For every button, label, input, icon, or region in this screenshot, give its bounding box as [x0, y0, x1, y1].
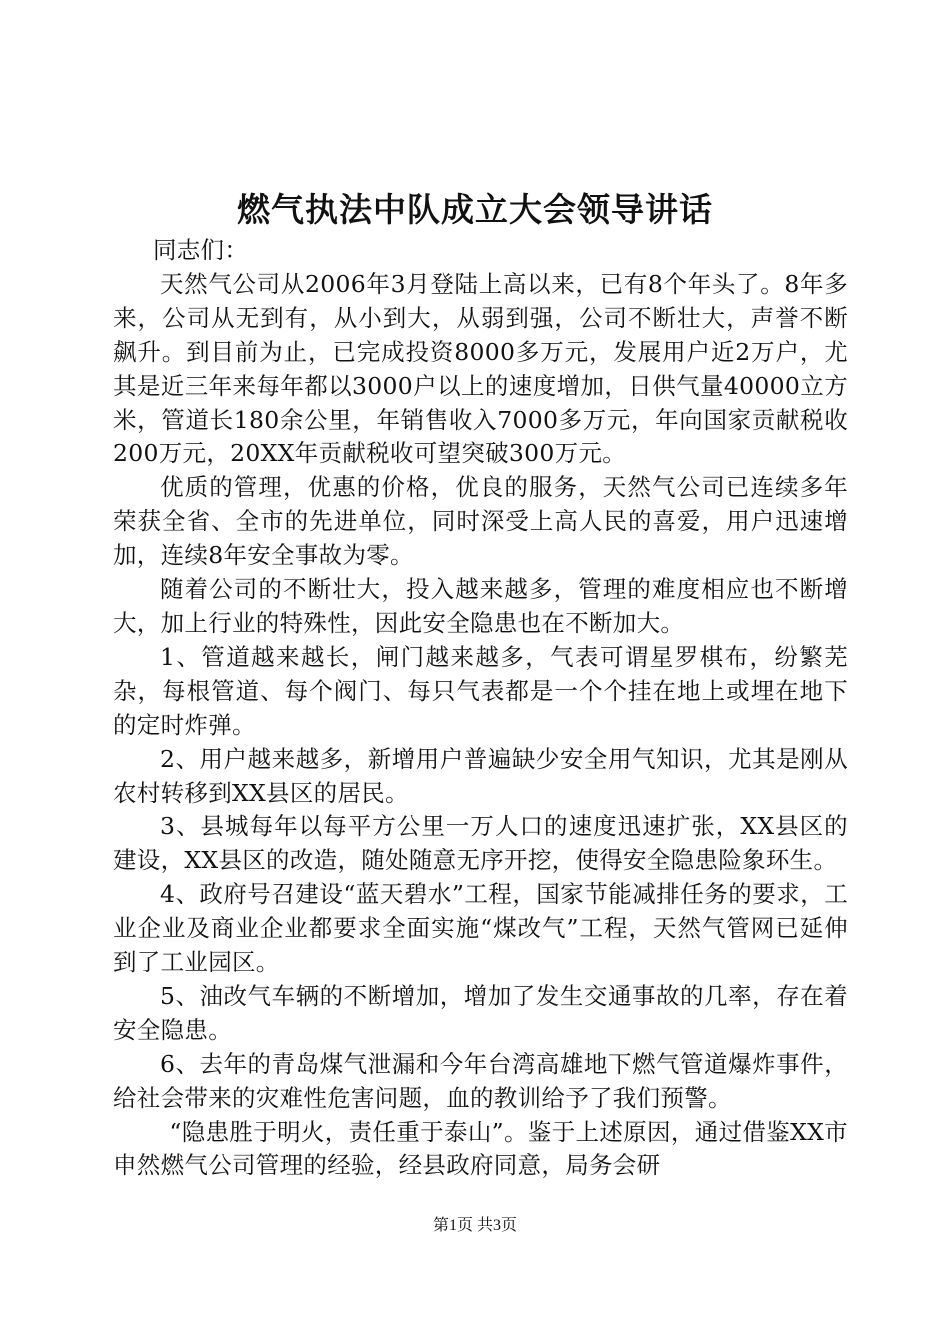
- document-body: [113, 234, 848, 1183]
- paragraph: 随着公司的不断壮大，投入越来越多，管理的难度相应也不断增大，加上行业的特殊性，因此安全隐患也在不断加大。: [113, 575, 848, 637]
- greeting-line: 同志们：: [152, 236, 249, 264]
- paragraph: 优质的管理，优惠的价格，优良的服务，天然气公司已连续多年荣获全省、全市的先进单位，同时深受上高人民的喜爱，用户迅速增加，连续8年安全事故为零。: [113, 473, 848, 570]
- page-footer: 第1页 共3页: [432, 1217, 517, 1234]
- paragraph: 天然气公司从2006年3月登陆上高以来，已有8个年头了。8年多来，公司从无到有，从小到大，从弱到强，公司不断壮大，声誉不断飙升。到目前为止，已完成投资8000多万元，发展用户近2万户，尤其是近三年来每年都以3000户以上的速度增加，日供气量40000立方米，管道长180余公里，年销售收入7000多万元，年向国家贡献税收200万元，20XX年贡献税收可望突破300万元。: [113, 269, 848, 468]
- paragraph: 3、县城每年以每平方公里一万人口的速度迅速扩张，XX县区的建设，XX县区的改造，随处随意无序开挖，使得安全隐患险象环生。: [113, 812, 848, 875]
- document-title: 燃气执法中队成立大会领导讲话: [237, 190, 713, 229]
- paragraph: 2、用户越来越多，新增用户普遍缺少安全用气知识，尤其是刚从农村转移到XX县区的居民。: [113, 744, 848, 807]
- paragraph: 4、政府号召建设“蓝天碧水”工程，国家节能减排任务的要求，工业企业及商业企业都要求全面实施“煤改气”工程，天然气管网已延伸到了工业园区。: [113, 880, 848, 977]
- paragraph: 1、管道越来越长，闸门越来越多，气表可谓星罗棋布，纷繁芜杂，每根管道、每个阀门、每只气表都是一个个挂在地上或埋在地下的定时炸弹。: [113, 642, 848, 739]
- paragraph: “隐患胜于明火，责任重于泰山”。鉴于上述原因，通过借鉴XX市申然燃气公司管理的经验，经县政府同意，局务会研: [113, 1117, 848, 1180]
- paragraph: 5、油改气车辆的不断增加，增加了发生交通事故的几率，存在着安全隐患。: [113, 981, 848, 1044]
- paragraph: 6、去年的青岛煤气泄漏和今年台湾高雄地下燃气管道爆炸事件，给社会带来的灾难性危害问题，血的教训给予了我们预警。: [113, 1049, 848, 1112]
